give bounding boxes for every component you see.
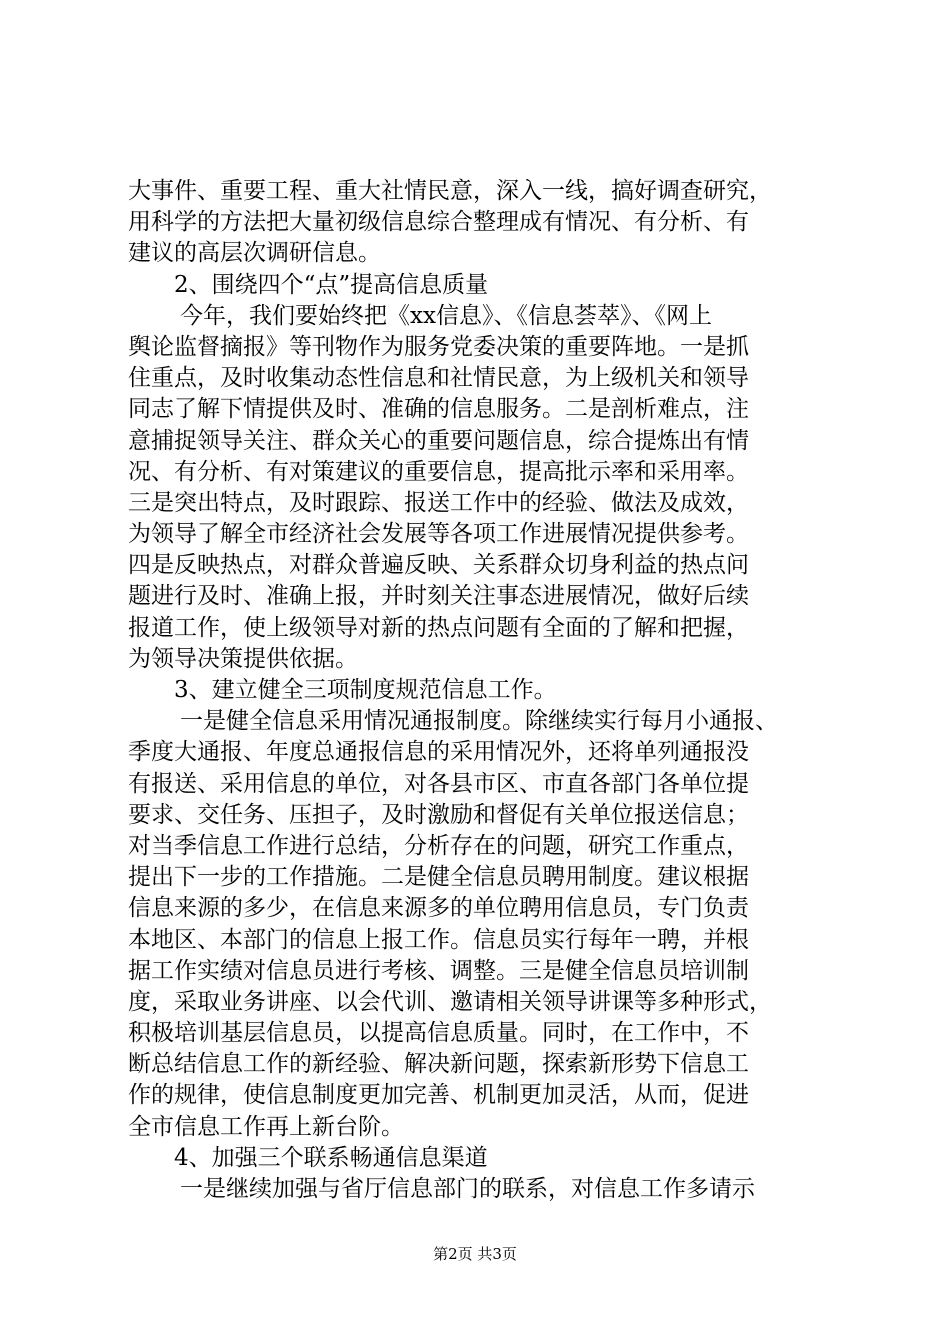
text-line: 本地区、本部门的信息上报工作。信息员实行每年一聘，并根 [128,926,749,953]
text-line: 四是反映热点，对群众普遍反映、关系群众切身利益的热点问 [128,552,749,579]
text-line: 用科学的方法把大量初级信息综合整理成有情况、有分析、有 [128,209,749,236]
text-line: 一是继续加强与省厅信息部门的联系，对信息工作多请示 [180,1176,755,1202]
text-line: 意捕捉领导关注、群众关心的重要问题信息，综合提炼出有情 [128,427,749,454]
text-line: 有报送、采用信息的单位，对各县市区、市直各部门各单位提 [128,770,749,797]
text-line: 断总结信息工作的新经验、解决新问题，探索新形势下信息工 [128,1051,749,1078]
text-line: 2、围绕四个“点”提高信息质量 [174,271,489,298]
text-line: 建议的高层次调研信息。 [128,240,381,267]
text-line: 题进行及时、准确上报，并时刻关注事态进展情况，做好后续 [128,583,749,610]
document-body [128,176,838,1205]
text-line: 对当季信息工作进行总结，分析存在的问题，研究工作重点， [128,832,749,859]
text-line: 作的规律，使信息制度更加完善、机制更加灵活，从而，促进 [128,1082,749,1109]
text-line: 3、建立健全三项制度规范信息工作。 [174,677,557,703]
text-line: 同志了解下情提供及时、准确的信息服务。二是剖析难点，注 [128,396,749,423]
text-line: 舆论监督摘报》等刊物作为服务党委决策的重要阵地。一是抓 [128,333,749,360]
text-line: 提出下一步的工作措施。二是健全信息员聘用制度。建议根据 [128,864,749,891]
text-line: 一是健全信息采用情况通报制度。除继续实行每月小通报、 [180,708,778,735]
text-line: 况、有分析、有对策建议的重要信息，提高批示率和采用率。 [128,458,749,485]
text-line: 度，采取业务讲座、以会代训、邀请相关领导讲课等多种形式， [128,988,772,1015]
page-footer: 第2页 共3页 [433,1245,517,1263]
text-line: 为领导了解全市经济社会发展等各项工作进展情况提供参考。 [128,521,749,548]
text-line: 要求、交任务、压担子，及时激励和督促有关单位报送信息； [128,801,749,828]
text-line: 今年，我们要始终把《xx信息》、《信息荟萃》、《网上 [180,302,712,329]
text-line: 季度大通报、年度总通报信息的采用情况外，还将单列通报没 [128,739,749,766]
text-line: 三是突出特点，及时跟踪、报送工作中的经验、做法及成效， [128,489,749,516]
text-line: 信息来源的多少，在信息来源多的单位聘用信息员，专门负责 [128,895,749,922]
text-line: 4、加强三个联系畅通信息渠道 [174,1144,488,1171]
text-line: 报道工作，使上级领导对新的热点问题有全面的了解和把握， [128,614,749,641]
text-line: 住重点，及时收集动态性信息和社情民意，为上级机关和领导 [128,365,749,392]
text-line: 全市信息工作再上新台阶。 [128,1113,404,1140]
text-line: 积极培训基层信息员，以提高信息质量。同时，在工作中，不 [128,1020,749,1047]
text-line: 大事件、重要工程、重大社情民意，深入一线，搞好调查研究， [128,178,772,204]
text-line: 为领导决策提供依据。 [128,645,358,672]
text-line: 据工作实绩对信息员进行考核、调整。三是健全信息员培训制 [128,957,749,984]
